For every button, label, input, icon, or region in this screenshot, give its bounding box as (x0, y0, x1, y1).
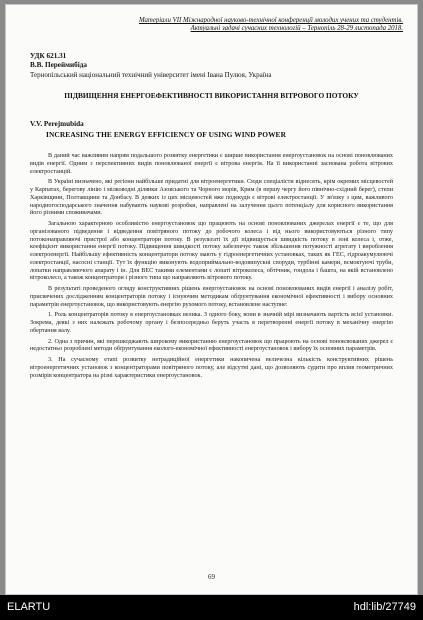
paragraph: В Україні визначено, які регіони найбільше придатні для вітроенергетики. Сюди спеціалісти віднесять, крім окремих місцевостей у Карпатах, берегову лінію і мілководні ділянки Азовського та Чорного морів, Крим (в першу чергу його північно-східний берег), степи Харківщини, Полтавщини та Донбасу. В деяких із цих місцевостей вже подекуди є вітрові електростанції. У зв'язку з цим, важливого народногосподарського значення набувають наукові розробки, направлені на залучення цього потенціалу для корисного використання його різними споживачами. (30, 179, 393, 217)
paragraph: Загальною характерною особливістю енергоустановок що працюють на основі поновлюваних джерелах енергії є те, що для організованого підведення і відведення повітряного потоку до робочого колеса і від нього використовуються різного типу потоконаправляючі пристрої або концентратори потоку. В результаті їх дії підвищується швидкість потоку в зоні колеса і, отже, коефіцієнт використання енергії потоку. Підвищення швидкості потоку забезпечує також збільшення потужності агрегату і вироблення електроенергії. Найбільшу ефективність концентратори потоку мають у гідроенергетичних установках, таких як ГЕС, гідроакумулюючі електростанції, насосні станції. Тут їх функцію виконують водоприймально-водовипускні споруди, турбінні камери, всмоктуючі труби, лопатки направляючого апарату і ін. Для ВЕС такими елементами є лопаті вітроколеса, обтічник, гондола і башта, на якій встановлено вітроколесо, а також концентратори і різного типа що направляють вітрового потоку. (30, 221, 393, 282)
paragraph: В результаті проведеного огляду конструктивних рішень енергоустановок на основі поновлюваних видів енергії і аналізу робіт, присвячених дослідженням концентраторів потоку і існуючим методикам обґрунтування економічної ефективності і вибору основних параметрів енергоустановок, що використовують енергію рухомого потоку, встановлене наступне: (30, 286, 393, 308)
author-en: V.V. Perejmubida (30, 120, 84, 128)
repository-name: ELARTU (7, 601, 51, 613)
title-ua: ПІДВИЩЕННЯ ЕНЕРГОЕФЕКТИВНОСТІ ВИКОРИСТАННЯ ВІТРОВОГО ПОТОКУ (64, 91, 359, 100)
repository-footer-bar (0, 595, 423, 620)
paragraph: 3. На сучасному етапі розвитку нетрадиційної енергетики накопичена величезна кількість конструктивних рішень вітроенергетичних установок з концентраторами повітряного потоку, але відсутні дані, що дозволяють судити про вплив геометричних розмірів концентратора на різні характеристики енергоустановок. (30, 357, 393, 379)
affiliation: Тернопільський національний технічний університет імені Івана Пулюя, Україна (30, 71, 272, 79)
title-en: INCREASING THE ENERGY EFFICIENCY OF USING WIND POWER (46, 130, 287, 139)
paper-page (5, 4, 418, 595)
article-body (30, 153, 393, 563)
header-line-1: Матеріали VII Міжнародної науково-технічної конференції молодих учених та студентів. (138, 17, 403, 24)
conference-header (20, 17, 403, 33)
page-number: 69 (208, 573, 215, 581)
paragraph: В даний час важливим напрям подальшого розвитку енергетики є ширше використання енергоустановок на основі поновлюваних видів енергії. Одним з перспективних видів поновлюваної енергії є вітрова енергія. На її використанні заснована робота вітрових електростанцій. (30, 153, 393, 175)
author-ua: В.В. Переймибіда (30, 61, 87, 69)
paragraph: 2. Одна з причин, які перешкоджають широкому використанню енергоустановок що працюють на основі поновлюваних джерел є недостатньо розроблені методи обґрунтування еколого-економічної ефективності енергоустановок і вибору їх основних параметрів. (30, 338, 393, 353)
udc-code: УДК 621.31 (30, 52, 67, 60)
paragraph: 1. Роль концентраторів потоку в енергоустановках велика. З одного боку, вони в значній мірі визначають вартість всієї установки. Зокрема, деякі з них належать робочому органу і безпосередньо беруть участь в перетворенні енергії потоку в механічну енергію обертання валу. (30, 312, 393, 334)
header-line-2: Актуальні задачі сучасних технологій – Тернопіль 28-29 листопада 2018. (190, 25, 403, 32)
handle-id: hdl:lib/27749 (353, 601, 416, 613)
